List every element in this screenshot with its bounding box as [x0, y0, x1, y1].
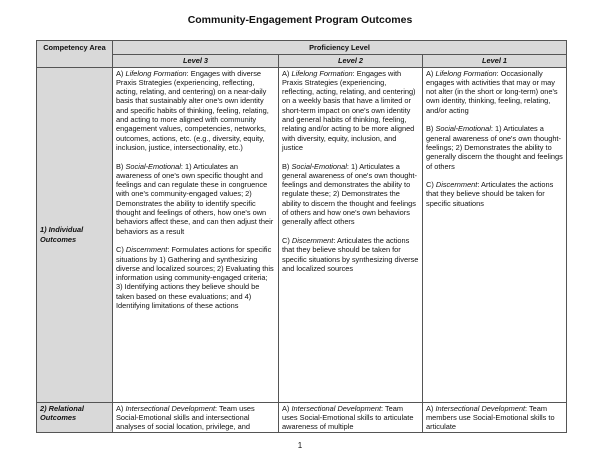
proficiency-level-header: Proficiency Level [113, 41, 567, 55]
outcome-term: Social-Emotional [435, 124, 491, 134]
level-3-header: Level 3 [113, 55, 279, 67]
cell-relational-level-3 [113, 402, 279, 433]
area-individual-outcomes: 1) Individual Outcomes [37, 67, 113, 402]
cell-individual-level-1 [423, 67, 567, 402]
outcome-paragraph [116, 245, 275, 310]
outcome-text: : Occasionally engages with activities that may or may not alter (in the short or long-term) one's own identity, thinking, feeling, relating, and/or acting [426, 68, 558, 115]
paragraph-label: B) [116, 161, 126, 171]
outcome-term: Intersectional Development [435, 403, 526, 413]
level-2-header: Level 2 [279, 55, 423, 67]
outcome-text: : Team uses Social-Emotional skills and intersectional analyses of social location, privilege, and [116, 403, 255, 432]
outcome-text: : Team members use Social-Emotional skills to articulate [426, 403, 555, 432]
outcome-paragraph [116, 404, 275, 432]
cell-relational-level-2 [279, 402, 423, 433]
outcome-text: : 1) Articulates a general awareness of one's own thought-feelings; 2) Demonstrates the ability to generally discern the thought and feelings of others [426, 124, 563, 171]
paragraph-label: C) [282, 235, 292, 245]
cell-individual-level-3 [113, 67, 279, 402]
paragraph-label: A) [282, 68, 292, 78]
table-row [37, 67, 567, 402]
paragraph-label: C) [116, 245, 126, 255]
outcome-paragraph [426, 124, 563, 170]
outcome-paragraph [282, 236, 419, 273]
paragraph-label: C) [426, 180, 436, 190]
outcome-paragraph [282, 162, 419, 227]
paragraph-label: A) [426, 68, 436, 78]
outcomes-table [36, 40, 567, 433]
outcome-term: Intersectional Development [291, 403, 382, 413]
outcome-term: Discernment [125, 245, 168, 255]
outcome-paragraph [116, 162, 275, 236]
outcome-paragraph [282, 404, 419, 432]
outcome-term: Social-Emotional [291, 161, 347, 171]
paragraph-label: A) [282, 403, 292, 413]
cell-relational-level-1 [423, 402, 567, 433]
document-title: Community-Engagement Program Outcomes [187, 14, 413, 26]
outcome-paragraph [282, 69, 419, 153]
paragraph-label: B) [282, 161, 292, 171]
outcome-text: : Articulates the actions that they believe should be taken for specific situations [426, 180, 554, 208]
outcome-text: : Engages with diverse Praxis Strategies (experiencing, reflecting, acting, relating, and centering) on a near-daily basis that sustainably alter one's own identity and specific habits of thinking, feeling, relating, and acting to more aligned with community engagement values, competencies, networks, outcomes, actions, etc. (e.g., diversity, equity, inclusion, justice, intersectionality, etc.) [116, 68, 269, 152]
level-1-header: Level 1 [423, 55, 567, 67]
page-number: 1 [297, 441, 303, 450]
outcome-text: : 1) Articulates an awareness of one's own specific thought and feelings and can regulate these in congruence with one's community-engaged values; 2) Demonstrates the ability to identify specific thought and feelings of others, how one's own behaviors affect these, and can then adjust their behaviors as a result [116, 161, 274, 236]
paragraph-label: B) [426, 124, 436, 134]
outcome-paragraph [426, 69, 563, 115]
paragraph-label: A) [116, 403, 126, 413]
outcome-term: Intersectional Development [125, 403, 216, 413]
outcome-term: Social-Emotional [125, 161, 181, 171]
competency-area-header: Competency Area [37, 41, 113, 68]
outcome-paragraph [116, 69, 275, 153]
outcome-text: : 1) Articulates a general awareness of one's own thought- feelings and demonstrates the ability to regulate these; 2) Demonstrates the ability to discern the thought and feelings of others and how one's own behaviors generally affect others [282, 161, 417, 227]
outcome-text: : Formulates actions for specific situations by 1) Gathering and synthesizing diverse and localized sources; 2) Evaluating this information using community-engaged criteria; 3) Identifying actions they believe should be taken based on these evaluations; and 4) Identifying limitations of these actions [116, 245, 274, 311]
paragraph-label: A) [116, 68, 126, 78]
outcome-term: Discernment [291, 235, 334, 245]
table-row [37, 402, 567, 433]
area-relational-outcomes: 2) Relational Outcomes [37, 402, 113, 433]
outcome-text: : Articulates the actions that they believe should be taken for specific situations by synthesizing diverse and localized sources [282, 235, 419, 273]
cell-individual-level-2 [279, 67, 423, 402]
outcome-term: Lifelong Formation [435, 68, 497, 78]
outcome-text: : Team uses Social-Emotional skills to articulate awareness of multiple [282, 403, 414, 432]
outcome-term: Discernment [435, 180, 478, 190]
outcome-term: Lifelong Formation [125, 68, 187, 78]
outcome-term: Lifelong Formation [291, 68, 353, 78]
outcome-paragraph [426, 404, 563, 432]
outcome-text: : Engages with Praxis Strategies (experiencing, reflecting, acting, relating, and centering) on a weekly basis that have a limited or short-term impact on one's own identity and general habits of thinking, feeling, relating and/or acting to be more aligned with diversity, equity, inclusion, and justice [282, 68, 416, 152]
paragraph-label: A) [426, 403, 436, 413]
outcome-paragraph [426, 180, 563, 208]
